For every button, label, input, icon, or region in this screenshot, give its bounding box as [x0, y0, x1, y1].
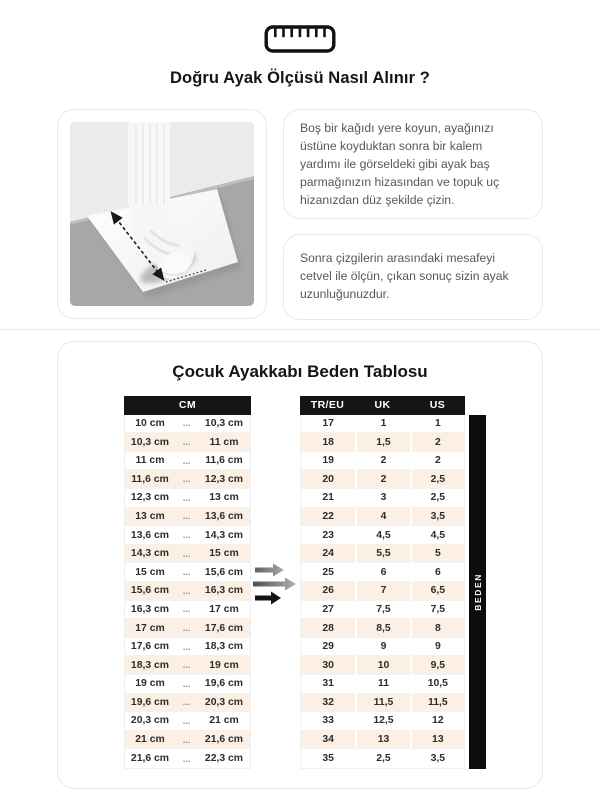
range-separator: ... [182, 474, 191, 485]
cm-range-row [125, 731, 250, 750]
size-value: 8 [410, 619, 464, 638]
size-value: 6 [355, 563, 409, 582]
range-separator: ... [182, 455, 191, 466]
foot-on-paper-illustration [70, 122, 254, 306]
size-value: 2,5 [355, 749, 409, 768]
size-value: 2 [355, 470, 409, 489]
size-row [301, 489, 464, 508]
size-table-header-row [300, 396, 465, 415]
cm-value: 15 cm [135, 566, 165, 578]
size-value: 25 [301, 563, 355, 582]
cm-value: 11,6 cm [131, 473, 169, 485]
cm-range-row [125, 508, 250, 527]
cm-value: 14,3 cm [130, 548, 170, 560]
cm-value: 13 cm [135, 510, 165, 522]
cm-value: 12,3 cm [204, 473, 244, 485]
instruction-step-1-text: Boş bir kağıdı yere koyun, ayağınızı üstüne koyduktan sonra bir kalem yardımı ile görseldeki gibi ayak baş parmağınızın hizasından ve topuk uç hizanızdan düz şekilde çizin. [300, 121, 500, 207]
size-value: 34 [301, 731, 355, 750]
size-value: 6 [410, 563, 464, 582]
size-value: 12,5 [355, 712, 409, 731]
cm-range-row [125, 526, 250, 545]
cm-value: 10,3 cm [130, 436, 170, 448]
size-column-header: US [429, 399, 446, 412]
range-separator: ... [182, 511, 191, 522]
cm-value: 15,6 cm [130, 585, 170, 597]
cm-range-row [125, 433, 250, 452]
size-conversion-table [300, 396, 465, 769]
cm-value: 18,3 cm [204, 641, 244, 653]
instruction-texts [283, 109, 543, 320]
cm-table-header: CM [124, 396, 251, 415]
cm-value: 17 cm [135, 622, 165, 634]
size-table-card [57, 341, 543, 789]
cm-value: 13 cm [209, 492, 239, 504]
size-table-body [300, 415, 465, 769]
size-value: 18 [301, 433, 355, 452]
size-value: 7,5 [410, 601, 464, 620]
size-value: 32 [301, 694, 355, 713]
cm-value: 13,6 cm [204, 510, 244, 522]
cm-range-row [125, 601, 250, 620]
size-value: 27 [301, 601, 355, 620]
size-value: 5 [410, 545, 464, 564]
size-column-header: TR/EU [310, 399, 345, 412]
size-value: 23 [301, 526, 355, 545]
range-separator: ... [182, 548, 191, 559]
cm-value: 17,6 cm [130, 641, 170, 653]
size-value: 13 [355, 731, 409, 750]
size-value: 2 [410, 452, 464, 471]
size-value: 1 [410, 415, 464, 434]
cm-range-row [125, 694, 250, 713]
size-value: 26 [301, 582, 355, 601]
size-value: 33 [301, 712, 355, 731]
size-value: 6,5 [410, 582, 464, 601]
cm-range-row [125, 656, 250, 675]
size-value: 10 [355, 656, 409, 675]
size-row [301, 545, 464, 564]
cm-range-row [125, 452, 250, 471]
cm-range-row [125, 545, 250, 564]
cm-value: 22,3 cm [204, 753, 244, 765]
size-row [301, 526, 464, 545]
size-value: 3 [355, 489, 409, 508]
cm-value: 12,3 cm [130, 492, 170, 504]
size-value: 21 [301, 489, 355, 508]
range-separator: ... [182, 418, 191, 429]
instruction-step-1 [283, 109, 543, 219]
size-row [301, 563, 464, 582]
size-conversion-wrap [300, 396, 486, 769]
size-row [301, 694, 464, 713]
size-value: 8,5 [355, 619, 409, 638]
size-row [301, 601, 464, 620]
cm-value: 19 cm [209, 659, 239, 671]
range-separator: ... [182, 697, 191, 708]
cm-value: 17,6 cm [204, 622, 244, 634]
instructions-row [57, 109, 543, 320]
instruction-step-2 [283, 234, 543, 320]
size-value: 4,5 [355, 526, 409, 545]
cm-value: 21,6 cm [130, 753, 170, 765]
cm-range-row [125, 675, 250, 694]
size-table-title: Çocuk Ayakkabı Beden Tablosu [172, 361, 428, 381]
cm-value: 21,6 cm [204, 734, 244, 746]
cm-range-row [125, 749, 250, 768]
cm-value: 17 cm [209, 603, 239, 615]
cm-range-row [125, 489, 250, 508]
cm-range-row [125, 638, 250, 657]
cm-range-table [124, 396, 251, 769]
range-separator: ... [182, 492, 191, 503]
range-separator: ... [182, 530, 191, 541]
range-separator: ... [182, 567, 191, 578]
cm-value: 21 cm [135, 734, 165, 746]
cm-value: 10 cm [135, 417, 165, 429]
size-row [301, 582, 464, 601]
cm-value: 15,6 cm [204, 566, 244, 578]
size-row [301, 452, 464, 471]
cm-value: 19,6 cm [204, 678, 244, 690]
size-row [301, 415, 464, 434]
range-separator: ... [182, 734, 191, 745]
size-value: 35 [322, 753, 334, 765]
cm-table-body [124, 415, 251, 769]
size-row [301, 656, 464, 675]
size-value: 2 [355, 452, 409, 471]
cm-value: 19 cm [135, 678, 165, 690]
size-value: 2,5 [410, 489, 464, 508]
cm-value: 16,3 cm [130, 603, 170, 615]
size-value: 9 [355, 638, 409, 657]
cm-value: 11 cm [135, 455, 165, 467]
range-separator: ... [182, 715, 191, 726]
cm-value: 18,3 cm [130, 659, 170, 671]
size-value: 12 [410, 712, 464, 731]
size-row [301, 638, 464, 657]
size-value: 28 [301, 619, 355, 638]
size-row [301, 619, 464, 638]
range-separator: ... [182, 678, 191, 689]
size-tables-row [58, 396, 542, 769]
range-separator: ... [182, 753, 191, 764]
size-value: 17 [301, 415, 355, 434]
size-value: 29 [301, 638, 355, 657]
cm-value: 14,3 cm [204, 529, 244, 541]
section-divider [0, 329, 600, 330]
size-value: 4,5 [410, 526, 464, 545]
size-value: 5,5 [355, 545, 409, 564]
size-value: 3,5 [410, 749, 464, 768]
size-value: 1 [355, 415, 409, 434]
size-row [301, 433, 464, 452]
size-row [301, 675, 464, 694]
cm-value: 10,3 cm [204, 417, 244, 429]
cm-range-row [125, 619, 250, 638]
size-value: 2,5 [410, 470, 464, 489]
size-value: 10,5 [410, 675, 464, 694]
range-separator: ... [182, 641, 191, 652]
size-value: 19 [301, 452, 355, 471]
range-separator: ... [182, 623, 191, 634]
cm-value: 13,6 cm [130, 529, 170, 541]
size-value: 4 [355, 508, 409, 527]
cm-range-row [125, 563, 250, 582]
instruction-step-2-text: Sonra çizgilerin arasındaki mesafeyi cetvel ile ölçün, çıkan sonuç sizin ayak uzunluğunuzdur. [300, 250, 509, 301]
cm-value: 21 cm [209, 715, 239, 727]
beden-label-text: BEDEN [472, 572, 483, 611]
size-value: 31 [301, 675, 355, 694]
size-row [301, 470, 464, 489]
size-row [301, 508, 464, 527]
cm-value: 20,3 cm [204, 696, 244, 708]
size-value: 11 [355, 675, 409, 694]
range-separator: ... [182, 585, 191, 596]
size-value: 11,5 [355, 694, 409, 713]
size-value: 7 [355, 582, 409, 601]
size-value: 1,5 [355, 433, 409, 452]
size-value: 7,5 [355, 601, 409, 620]
cm-range-row [125, 415, 250, 434]
cm-value: 15 cm [209, 548, 239, 560]
foot-measurement-photo [57, 109, 267, 319]
size-value: 22 [301, 508, 355, 527]
size-value: 9 [410, 638, 464, 657]
cm-value: 20,3 cm [130, 715, 170, 727]
page-title: Doğru Ayak Ölçüsü Nasıl Alınır ? [170, 69, 430, 87]
cm-range-row [125, 712, 250, 731]
cm-value: 16,3 cm [204, 585, 244, 597]
size-column-header: UK [374, 399, 391, 412]
size-value: 11,5 [410, 694, 464, 713]
size-value: 13 [410, 731, 464, 750]
size-row [301, 749, 464, 768]
cm-range-row [125, 582, 250, 601]
size-value: 3,5 [410, 508, 464, 527]
range-separator: ... [182, 437, 191, 448]
conversion-arrows-icon [252, 561, 300, 612]
range-separator: ... [182, 660, 191, 671]
size-row [301, 731, 464, 750]
cm-value: 11,6 cm [205, 455, 243, 467]
size-value: 2 [410, 433, 464, 452]
size-value: 20 [301, 470, 355, 489]
size-value: 30 [301, 656, 355, 675]
beden-vertical-label [469, 415, 486, 769]
ruler-icon [0, 0, 600, 54]
cm-value: 19,6 cm [130, 696, 170, 708]
size-value: 24 [301, 545, 355, 564]
cm-range-row [125, 470, 250, 489]
range-separator: ... [182, 604, 191, 615]
size-value: 9,5 [410, 656, 464, 675]
size-row [301, 712, 464, 731]
cm-value: 11 cm [209, 436, 239, 448]
